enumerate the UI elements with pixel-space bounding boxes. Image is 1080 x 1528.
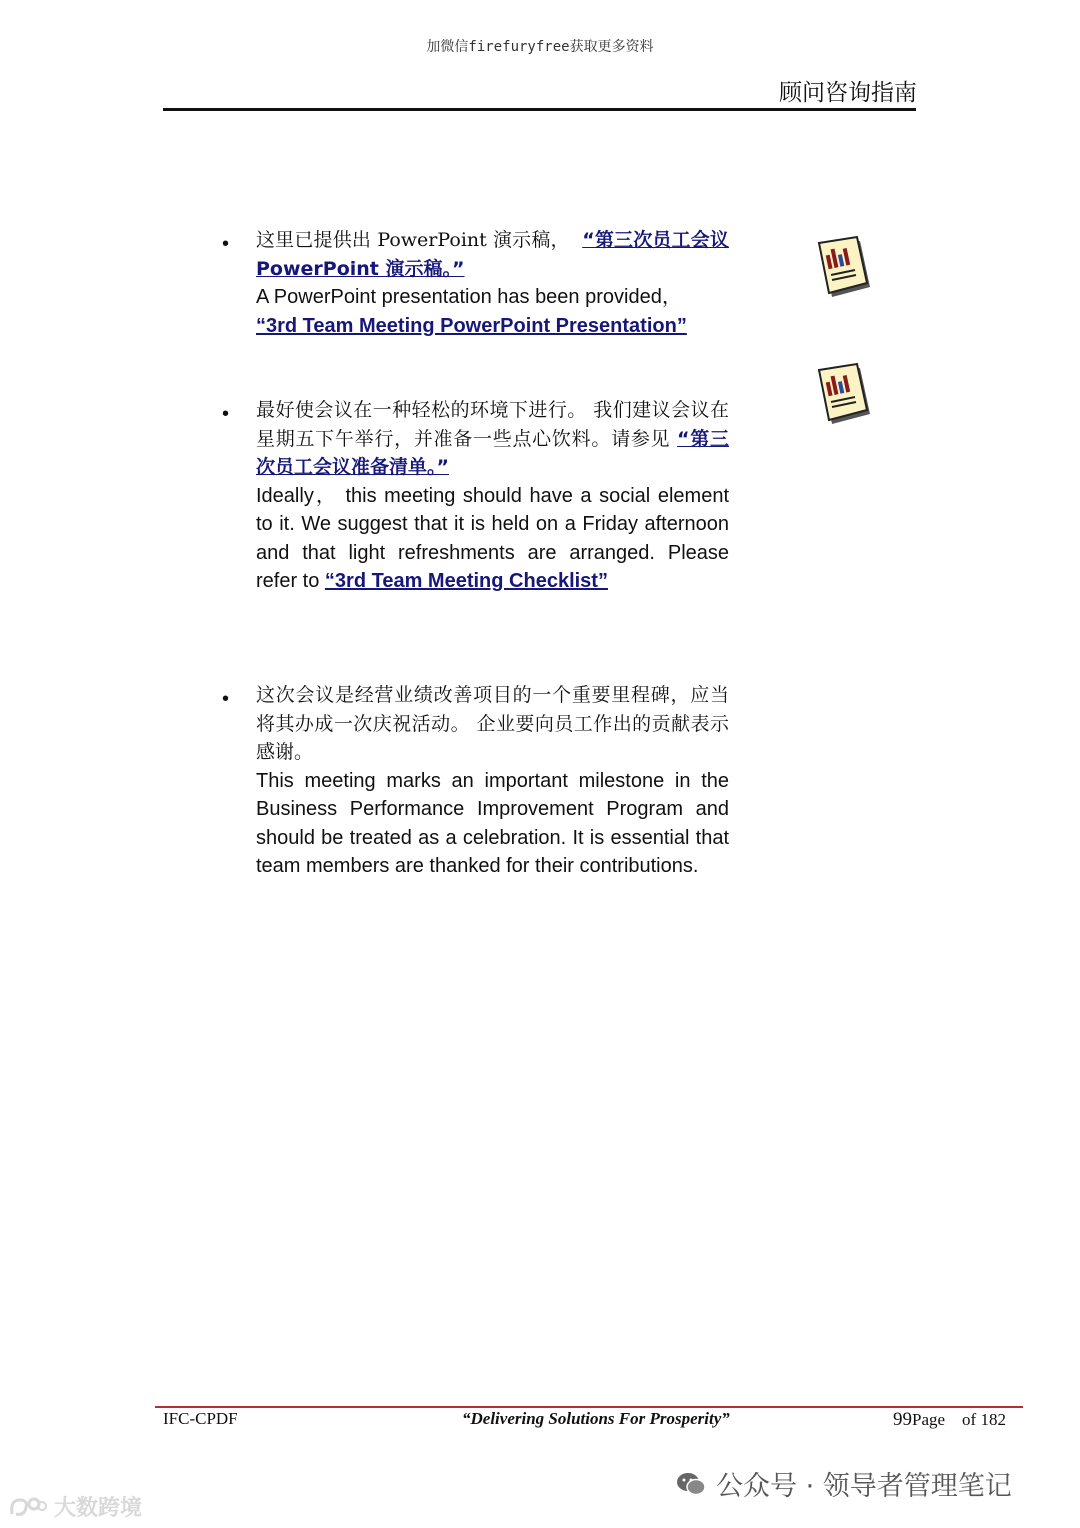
bullet-body bbox=[256, 226, 729, 340]
bullet-zh-text: 这里已提供出 PowerPoint 演示稿， bbox=[256, 229, 570, 251]
bullet-en bbox=[256, 283, 729, 340]
bullet-en: This meeting marks an important milestone in the Business Performance Improvement Program and should be treated as a celebration. It is essential that team members are thanked for their contributions. bbox=[256, 769, 729, 877]
footer-slogan: “Delivering Solutions For Prosperity” bbox=[462, 1409, 730, 1428]
presentation-document-icon[interactable] bbox=[809, 362, 873, 434]
wechat-icon bbox=[676, 1471, 706, 1497]
page-total: of 182 bbox=[962, 1410, 1006, 1429]
bullet-zh bbox=[256, 396, 729, 482]
bullet-zh-text: 最好使会议在一种轻松的环境下进行。 我们建议会议在星期五下午举行，并准备一些点心饮料。请参见 bbox=[256, 399, 729, 450]
ppt-presentation-link-zh[interactable]: “第三次员工会议 PowerPoint 演示稿。” bbox=[256, 229, 729, 280]
corner-watermark bbox=[8, 1491, 142, 1522]
wechat-account-name: 公众号 · 领导者管理笔记 bbox=[716, 1471, 1012, 1502]
bullet-body bbox=[256, 396, 729, 596]
page-label: Page bbox=[912, 1410, 946, 1429]
header-divider bbox=[163, 108, 916, 111]
footer-doc-code: IFC-CPDF bbox=[163, 1409, 238, 1428]
bullet-marker: • bbox=[222, 403, 230, 425]
footer-page-info bbox=[893, 1409, 1006, 1431]
logo-mark-icon bbox=[8, 1494, 48, 1520]
checklist-link-zh[interactable]: “第三次员工会议准备清单。” bbox=[256, 427, 729, 478]
corner-watermark-text: 大数跨境 bbox=[54, 1496, 143, 1521]
presentation-document-icon[interactable] bbox=[809, 235, 873, 307]
bullet-en bbox=[256, 482, 729, 596]
bullet-zh bbox=[256, 226, 729, 283]
bullet-en-text: Ideally， this meeting should have a social element to it. We suggest that it is held on a Friday afternoon and that light refreshments are arranged. Please refer to bbox=[256, 484, 729, 592]
bullet-body bbox=[256, 681, 729, 881]
top-watermark: 加微信firefuryfree获取更多资料 bbox=[426, 39, 654, 55]
bullet-en-text: A PowerPoint presentation has been provided， bbox=[256, 286, 682, 308]
bullet-zh: 这次会议是经营业绩改善项目的一个重要里程碑，应当将其办成一次庆祝活动。 企业要向员工作出的贡献表示感谢。 bbox=[256, 684, 729, 763]
bullet-marker: • bbox=[222, 688, 230, 710]
footer-divider bbox=[155, 1406, 1023, 1408]
page-header-title: 顾问咨询指南 bbox=[779, 80, 917, 106]
page-number: 99 bbox=[893, 1409, 912, 1430]
bullet-marker: • bbox=[222, 233, 230, 255]
wechat-account-watermark bbox=[676, 1464, 1012, 1503]
checklist-link-en[interactable]: “3rd Team Meeting Checklist” bbox=[324, 570, 608, 592]
ppt-presentation-link-en[interactable]: “3rd Team Meeting PowerPoint Presentation” bbox=[256, 314, 687, 337]
